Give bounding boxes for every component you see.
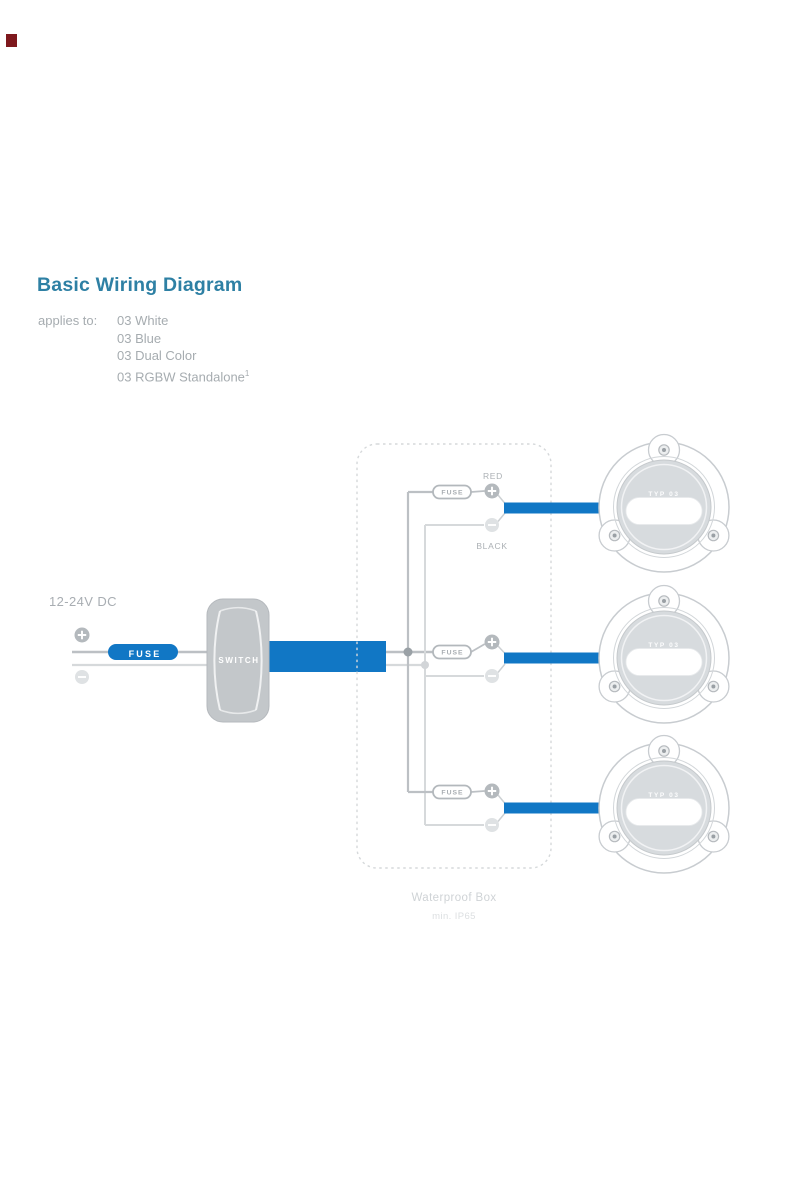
branch-fuse-label: FUSE — [441, 649, 464, 657]
branch-fuse-1 — [433, 486, 471, 499]
plus-terminal — [485, 635, 500, 650]
light-cable — [504, 503, 601, 514]
light-fixture-1 — [599, 435, 729, 573]
screw-icon — [609, 530, 619, 540]
applies-item: 03 Blue — [117, 330, 162, 346]
battery-negative-terminal — [75, 670, 89, 684]
main-fuse-label: FUSE — [128, 649, 162, 659]
light-lens — [626, 498, 702, 525]
light-cable — [504, 803, 601, 814]
light-fixture-3 — [599, 736, 729, 874]
switch-label: SWITCH — [218, 656, 260, 665]
screw-icon — [708, 681, 718, 691]
main-fuse — [108, 644, 178, 660]
light-lens — [626, 649, 702, 676]
branch-fuse-2 — [433, 646, 471, 659]
screw-icon — [708, 530, 718, 540]
minus-terminal — [485, 818, 499, 832]
branch-fuse-label: FUSE — [441, 789, 464, 797]
screw-icon — [708, 831, 718, 841]
footnote-marker: 1 — [244, 368, 250, 378]
page-title: Basic Wiring Diagram — [37, 274, 243, 296]
switch-output-cable — [250, 641, 386, 672]
plus-terminal — [485, 784, 500, 799]
waterproof-box-rating: min. IP65 — [432, 911, 476, 922]
screw-icon — [659, 746, 669, 756]
applies-item: 03 Dual Color — [117, 348, 197, 364]
rocker-switch — [207, 599, 269, 722]
light-fixture-2 — [599, 586, 729, 724]
junction-dot — [421, 661, 429, 669]
branch-fuse-3 — [433, 786, 471, 799]
red-wire-label: RED — [482, 471, 504, 481]
light-cable — [504, 653, 601, 664]
light-face-label: TYP 03 — [648, 642, 680, 649]
applies-item: 03 White — [117, 313, 169, 328]
screw-icon — [609, 831, 619, 841]
minus-terminal — [485, 518, 499, 532]
applies-label: applies to: — [38, 313, 98, 328]
branch-fuse-label: FUSE — [441, 489, 464, 497]
screw-icon — [609, 681, 619, 691]
minus-terminal — [485, 669, 499, 683]
battery-positive-terminal — [75, 628, 90, 643]
light-face-label: TYP 03 — [648, 491, 680, 498]
screw-icon — [659, 596, 669, 606]
light-lens — [626, 799, 702, 826]
supply-voltage-label: 12-24V DC — [49, 594, 117, 609]
waterproof-box-title: Waterproof Box — [411, 892, 497, 904]
positive-bus — [408, 492, 433, 792]
applies-item: 03 RGBW Standalone$^1$ — [117, 368, 250, 385]
plus-terminal — [485, 484, 500, 499]
fuse-terminal-connectors — [471, 491, 485, 792]
light-face-label: TYP 03 — [648, 792, 680, 799]
junction-dot — [404, 648, 413, 657]
negative-bus — [425, 525, 484, 825]
black-wire-label: BLACK — [476, 541, 508, 551]
screw-icon — [659, 445, 669, 455]
